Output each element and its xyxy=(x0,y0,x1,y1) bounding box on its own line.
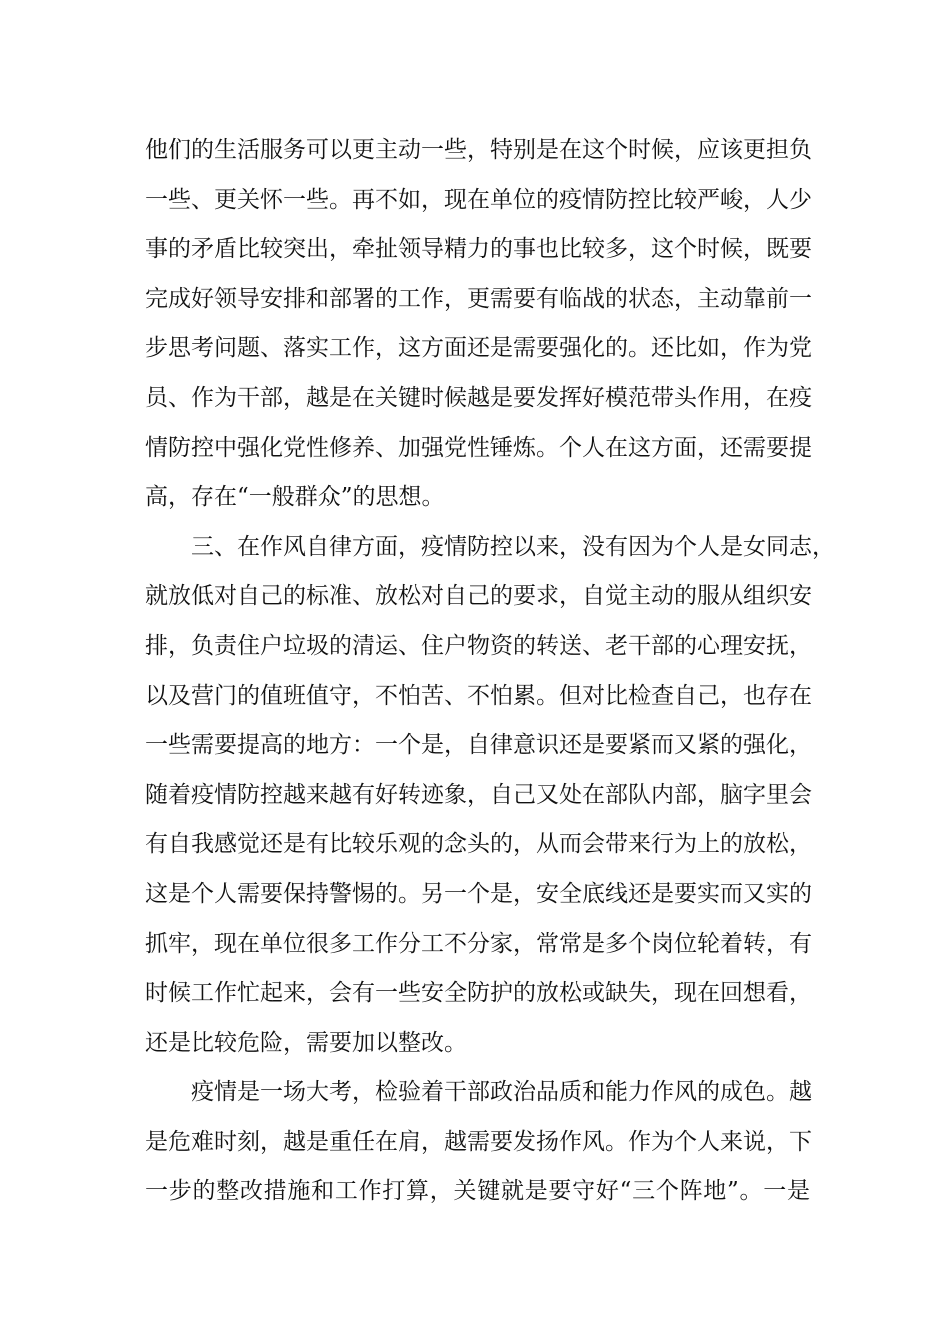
text-line: 还是比较危险，需要加以整改。 xyxy=(145,1029,467,1056)
text-line: 排，负责住户垃圾的清运、住户物资的转送、老干部的心理安抚， xyxy=(145,632,812,659)
text-line: 三、在作风自律方面，疫情防控以来，没有因为个人是女同志， xyxy=(191,533,835,560)
text-line: 事的矛盾比较突出，牵扯领导精力的事也比较多，这个时候，既要 xyxy=(145,236,812,263)
text-line: 疫情是一场大考，检验着干部政治品质和能力作风的成色。越 xyxy=(191,1079,812,1106)
text-line: 时候工作忙起来，会有一些安全防护的放松或缺失，现在回想看， xyxy=(145,980,812,1007)
body-text xyxy=(145,126,835,1217)
text-line: 员、作为干部，越是在关键时候越是要发挥好模范带头作用，在疫 xyxy=(145,384,812,411)
text-line: 情防控中强化党性修养、加强党性锤炼。个人在这方面，还需要提 xyxy=(145,434,812,461)
text-line: 就放低对自己的标准、放松对自己的要求，自觉主动的服从组织安 xyxy=(145,583,812,610)
text-line: 抓牢，现在单位很多工作分工不分家，常常是多个岗位轮着转，有 xyxy=(145,930,812,957)
text-line: 步思考问题、落实工作，这方面还是需要强化的。还比如，作为党 xyxy=(145,335,812,362)
text-line: 高，存在“一般群众”的思想。 xyxy=(145,484,445,511)
text-line: 有自我感觉还是有比较乐观的念头的，从而会带来行为上的放松， xyxy=(145,831,812,858)
text-line: 这是个人需要保持警惕的。另一个是，安全底线还是要实而又实的 xyxy=(145,880,812,907)
text-line: 完成好领导安排和部署的工作，更需要有临战的状态，主动靠前一 xyxy=(145,285,812,312)
text-line: 一些、更关怀一些。再不如，现在单位的疫情防控比较严峻，人少 xyxy=(145,186,812,213)
text-line: 以及营门的值班值守，不怕苦、不怕累。但对比检查自己，也存在 xyxy=(145,682,812,709)
text-line: 他们的生活服务可以更主动一些，特别是在这个时候，应该更担负 xyxy=(145,137,812,163)
text-line: 是危难时刻，越是重任在肩，越需要发扬作风。作为个人来说，下 xyxy=(145,1128,812,1155)
text-line: 随着疫情防控越来越有好转迹象，自己又处在部队内部，脑字里会 xyxy=(145,781,812,808)
text-line: 一步的整改措施和工作打算，关键就是要守好“三个阵地”。一是 xyxy=(145,1178,810,1205)
text-line: 一些需要提高的地方：一个是，自律意识还是要紧而又紧的强化， xyxy=(145,732,812,759)
